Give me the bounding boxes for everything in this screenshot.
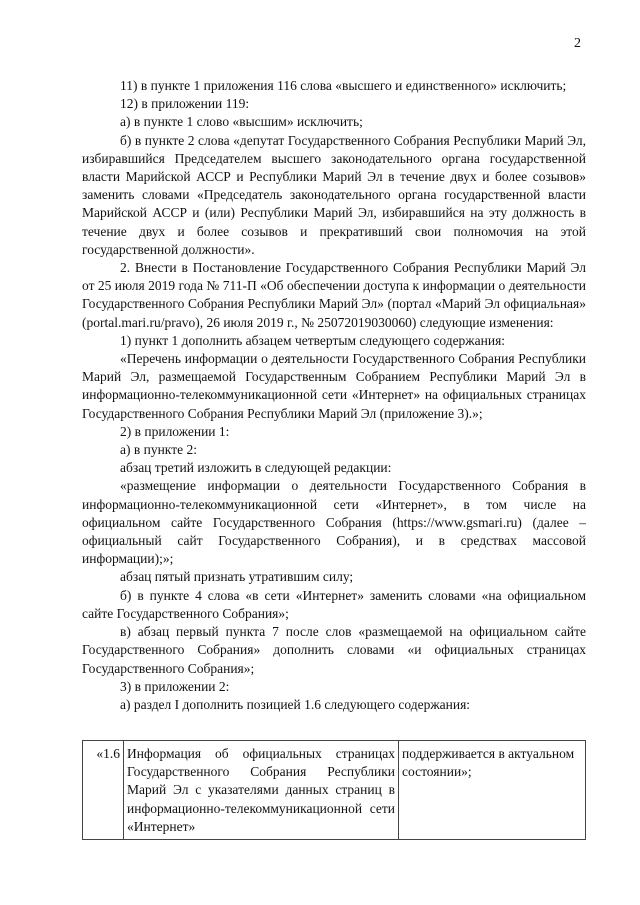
paragraph: абзац пятый признать утратившим силу; <box>120 569 354 585</box>
paragraph: а) в пункте 2: <box>120 442 197 458</box>
paragraph: «Перечень информации о деятельности Государственного Собрания Республики Марий Эл, размещаемой Государственным Собранием Республики Марий Эл в информационно-телекоммуникационной сети «Интернет» на официальных страницах Государственного Собрания Республики Марий Эл (приложение 3).»; <box>82 351 586 421</box>
paragraph: в) абзац первый пункта 7 после слов «размещаемой на официальном сайте Государственного Собрания» дополнить словами «и официальных страницах Государственного Собрания»; <box>82 624 586 676</box>
paragraph: б) в пункте 4 слова «в сети «Интернет» заменить словами «на официальном сайте Государственного Собрания»; <box>82 587 586 621</box>
page-number: 2 <box>574 36 581 51</box>
paragraph: 11) в пункте 1 приложения 116 слова «высшего и единственного» исключить; <box>120 78 567 93</box>
paragraph: 1) пункт 1 дополнить абзацем четвертым следующего содержания: <box>120 332 506 348</box>
position-status: поддерживается в актуальном состоянии»; <box>399 741 586 840</box>
position-number: «1.6 <box>83 741 124 840</box>
paragraph: «размещение информации о деятельности Государственного Собрания в информационно-телекоммуникационной сети «Интернет», в том числе на официальном сайте Государственного Собрания (https://www.gsmari.ru) (далее – официальный сайт Государственного Собрания), и в средствах массовой информации);»; <box>82 478 586 567</box>
paragraph: 3) в приложении 2: <box>120 678 230 694</box>
paragraph: 2. Внести в Постановление Государственного Собрания Республики Марий Эл от 25 июля 2019 года № 711-П «Об обеспечении доступа к информации о деятельности Государственного Собрания Республики Марий Эл» (портал «Марий Эл официальная» (portal.mari.ru/pravo), 26 июля 2019 г., № 25072019030060) следующие изменения: <box>82 260 586 330</box>
position-description: Информация об официальных страницах Государственного Собрания Республики Марий Эл с указателями данных страниц в информационно-телекоммуникационной сети «Интернет» <box>124 741 399 840</box>
paragraph: 12) в приложении 119: <box>120 96 250 112</box>
paragraph: 2) в приложении 1: <box>120 423 230 439</box>
paragraph: а) в пункте 1 слово «высшим» исключить; <box>120 114 363 130</box>
table-row <box>83 741 586 840</box>
position-table <box>82 740 586 840</box>
paragraph: б) в пункте 2 слова «депутат Государственного Собрания Республики Марий Эл, избиравшийся Председателем высшего законодательного органа государственной власти Марийской АССР и Республики Марий Эл в течение двух и более созывов» заменить словами «Председатель законодательного органа государственной власти Марийской АССР и (или) Республики Марий Эл, избиравшийся на эту должность в течение двух и более созывов и прекративший свои полномочия на этой государственной должности». <box>82 132 586 257</box>
paragraph: а) раздел I дополнить позицией 1.6 следующего содержания: <box>120 696 471 712</box>
paragraph: абзац третий изложить в следующей редакции: <box>120 460 392 476</box>
document-body <box>82 77 586 714</box>
inserted-position-table <box>82 740 586 840</box>
